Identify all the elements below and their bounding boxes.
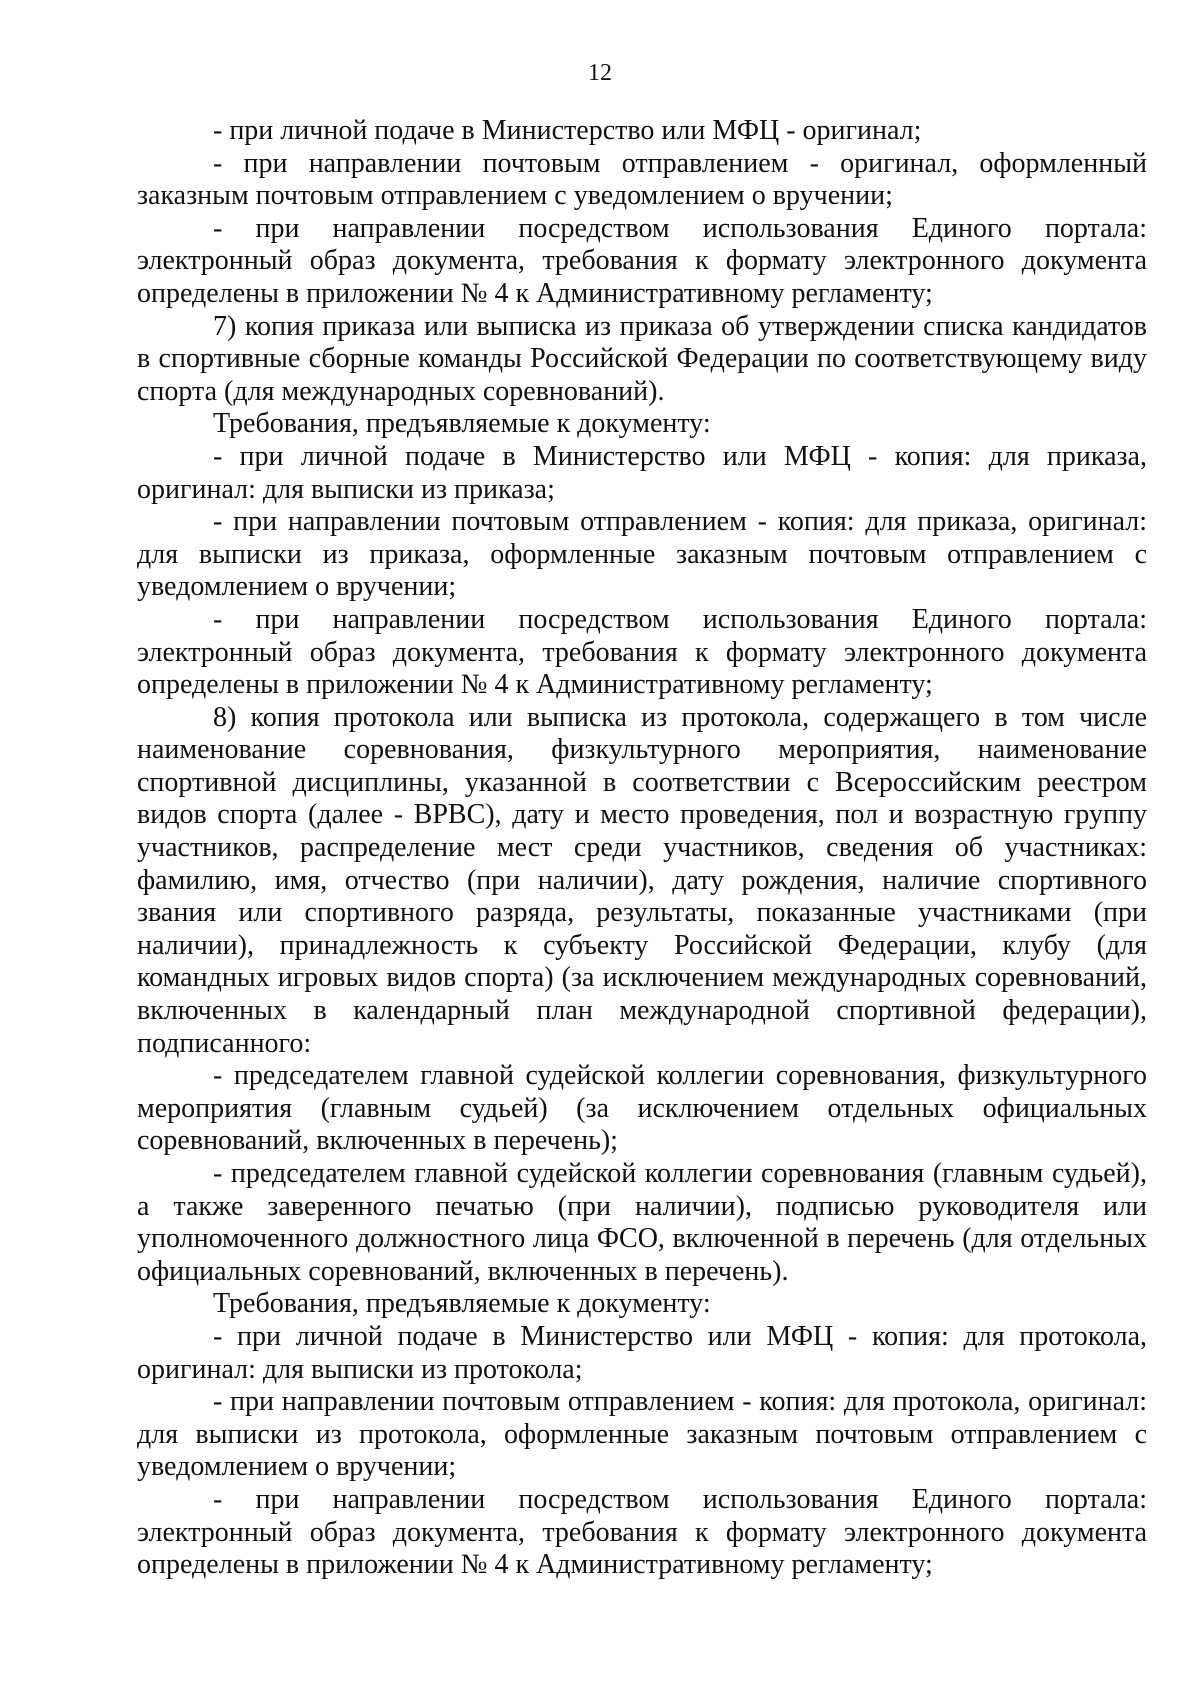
requirements-heading: Требования, предъявляемые к документу: bbox=[213, 408, 711, 440]
paragraph: - при направлении почтовым отправлением - копия: для приказа, оригинал: для выписки из приказа, оформленные заказным почтовым отправлением с уведомлением о вручении; bbox=[137, 506, 1147, 603]
page-number: 12 bbox=[588, 60, 612, 86]
paragraph: - при направлении посредством использования Единого портала: электронный образ документа, требования к формату электронного документа определены в приложении № 4 к Административному регламенту; bbox=[137, 603, 1147, 701]
paragraph: - при направлении посредством использования Единого портала: электронный образ документа, требования к формату электронного документа определены в приложении № 4 к Административному регламенту; bbox=[137, 212, 1147, 309]
paragraph: - председателем главной судейской коллегии соревнования (главным судьей), а также заверенного печатью (при наличии), подписью руководителя или уполномоченного должностного лица ФСО, включенной в перечень (для отдельных официальных соревнований, включенных в перечень). bbox=[137, 1158, 1147, 1287]
paragraph: - при направлении посредством использования Единого портала: электронный образ документа, требования к формату электронного документа определены в приложении № 4 к Административному регламенту; bbox=[137, 1483, 1147, 1581]
paragraph: - при направлении почтовым отправлением - копия: для протокола, оригинал: для выписки из протокола, оформленные заказным почтовым отправлением с уведомлением о вручении; bbox=[137, 1386, 1147, 1483]
numbered-item-8: 8) копия протокола или выписка из протокола, содержащего в том числе наименование соревнования, физкультурного мероприятия, наименование спортивной дисциплины, указанной в соответствии с Всероссийским реестром видов спорта (далее - ВРВС), дату и место проведения, пол и возрастную группу участников, распределение мест среди участников, сведения об участниках: фамилию, имя, отчество (при наличии), дату рождения, наличие спортивного звания или спортивного разряда, результаты, показанные участниками (при наличии), принадлежность к субъекту Российской Федерации, клубу (для командных игровых видов спорта) (за исключением международных соревнований, включенных в календарный план международной спортивной федерации), подписанного: bbox=[137, 701, 1147, 1059]
numbered-item-7: 7) копия приказа или выписка из приказа об утверждении списка кандидатов в спортивные сборные команды Российской Федерации по соответствующему виду спорта (для международных соревнований). bbox=[137, 310, 1147, 407]
requirements-heading: Требования, предъявляемые к документу: bbox=[213, 1288, 711, 1320]
document-body bbox=[137, 115, 1147, 1582]
paragraph: - при личной подаче в Министерство или МФЦ - оригинал; bbox=[213, 115, 922, 146]
paragraph: - при личной подаче в Министерство или МФЦ - копия: для приказа, оригинал: для выписки из приказа; bbox=[137, 440, 1147, 505]
paragraph: - при личной подаче в Министерство или МФЦ - копия: для протокола, оригинал: для выписки из протокола; bbox=[137, 1320, 1147, 1385]
paragraph: - при направлении почтовым отправлением - оригинал, оформленный заказным почтовым отправлением с уведомлением о вручении; bbox=[137, 147, 1147, 212]
paragraph: - председателем главной судейской коллегии соревнования, физкультурного мероприятия (главным судьей) (за исключением отдельных официальных соревнований, включенных в перечень); bbox=[137, 1060, 1147, 1157]
